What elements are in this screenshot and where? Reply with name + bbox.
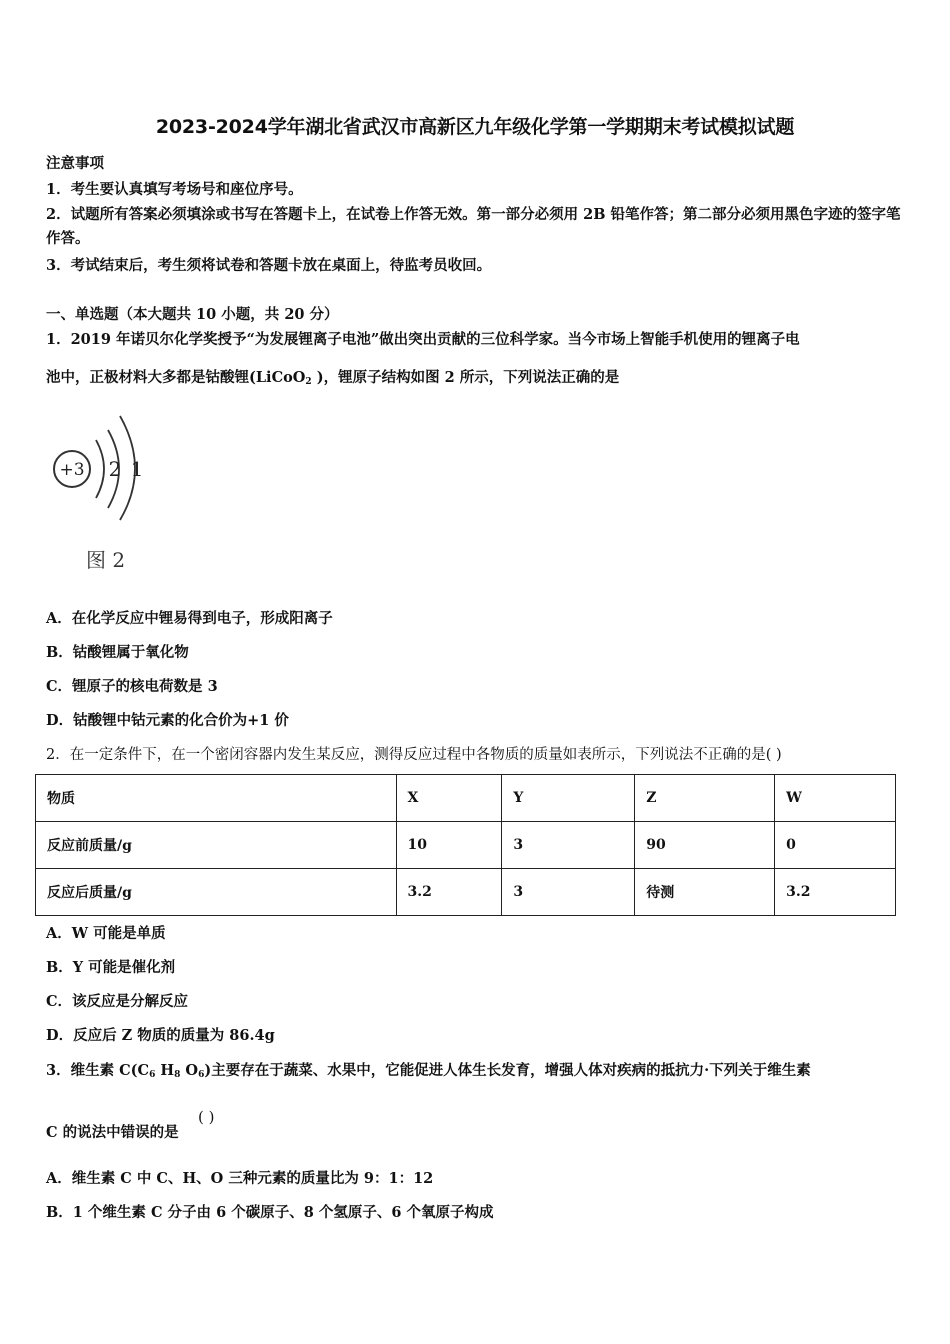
q1-stem-line1: 1．2019 年诺贝尔化学奖授予“为发展锂离子电池”做出突出贡献的三位科学家。当今市场上智能手机使用的锂离子电 [46,331,800,348]
table-header-cell: W [775,775,896,822]
table-cell: 3 [502,869,635,916]
table-cell: 3.2 [396,869,502,916]
q1-stem-post: )，锂原子结构如图 2 所示，下列说法正确的是 [311,369,620,386]
q2-option-d: D．反应后 Z 物质的质量为 86.4g [46,1027,275,1044]
table-cell: 10 [396,822,502,869]
q3-o: O [180,1062,199,1079]
q3-stem-line2: C 的说法中错误的是 [46,1124,179,1141]
q2-option-a: A．W 可能是单质 [46,925,166,942]
figure-caption: 图 2 [86,548,126,572]
table-row [36,869,896,916]
table-header-cell: Y [502,775,635,822]
q3-stem-post: )主要存在于蔬菜、水果中，它能促进人体生长发育，增强人体对疾病的抵抗力·下列关于维生素 [204,1062,811,1079]
table-cell: 反应前质量/g [36,822,397,869]
q2-option-c: C．该反应是分解反应 [46,993,189,1010]
q3-sub-c: 6 [149,1070,156,1080]
page-title: 2023-2024学年湖北省武汉市高新区九年级化学第一学期期末考试模拟试题 [155,116,795,138]
table-cell: 90 [635,822,775,869]
q2-stem: 2．在一定条件下，在一个密闭容器内发生某反应，测得反应过程中各物质的质量如表所示，下列说法不正确的是( ) [46,747,782,763]
nucleus-label: +3 [59,460,85,480]
table-header-row [36,775,896,822]
electron-shell-1 [96,440,104,498]
q1-stem-sub: 2 [305,377,312,387]
mass-table [35,774,896,916]
q1-stem-line2 [46,366,619,387]
q3-answer-paren: ( ) [198,1108,215,1126]
q3-h: H [155,1062,175,1079]
table-row [36,822,896,869]
table-cell: 待测 [635,869,775,916]
notice-item-2: 2．试题所有答案必须填涂或书写在答题卡上，在试卷上作答无效。第一部分必须用 2B 铅笔作答；第二部分必须用黑色字迹的签字笔作答。 [46,206,901,247]
q3-stem-line1 [46,1059,811,1080]
table-header-cell: Z [635,775,775,822]
table-header-cell: 物质 [36,775,397,822]
table-cell: 3.2 [775,869,896,916]
table-cell: 3 [502,822,635,869]
q1-option-c: C．锂原子的核电荷数是 3 [46,678,218,695]
q2-option-b: B．Y 可能是催化剂 [46,959,176,976]
q3-stem-pre: 3．维生素 C(C [46,1062,150,1079]
notice-heading: 注意事项 [46,155,104,172]
q3-option-b: B．1 个维生素 C 分子由 6 个碳原子、8 个氢原子、6 个氧原子构成 [46,1204,494,1221]
q1-option-d: D．钴酸锂中钴元素的化合价为+1 价 [46,712,289,729]
q3-option-a: A．维生素 C 中 C、H、O 三种元素的质量比为 9：1：12 [46,1170,434,1187]
shell-2-count: 1 [130,457,144,481]
table-cell: 0 [775,822,896,869]
q1-option-a: A．在化学反应中锂易得到电子，形成阳离子 [46,610,333,627]
q1-stem-pre: 池中，正极材料大多都是钴酸锂(LiCoO [46,369,306,386]
q3-sub-h: 8 [174,1070,181,1080]
q1-option-b: B．钴酸锂属于氧化物 [46,644,189,661]
table-cell: 反应后质量/g [36,869,397,916]
notice-item-3: 3．考试结束后，考生须将试卷和答题卡放在桌面上，待监考员收回。 [46,257,492,274]
notice-item-1: 1．考生要认真填写考场号和座位序号。 [46,181,303,198]
q3-sub-o: 6 [198,1070,205,1080]
table-header-cell: X [396,775,502,822]
section-heading: 一、单选题（本大题共 10 小题，共 20 分） [46,306,339,323]
shell-1-count: 2 [108,457,122,481]
